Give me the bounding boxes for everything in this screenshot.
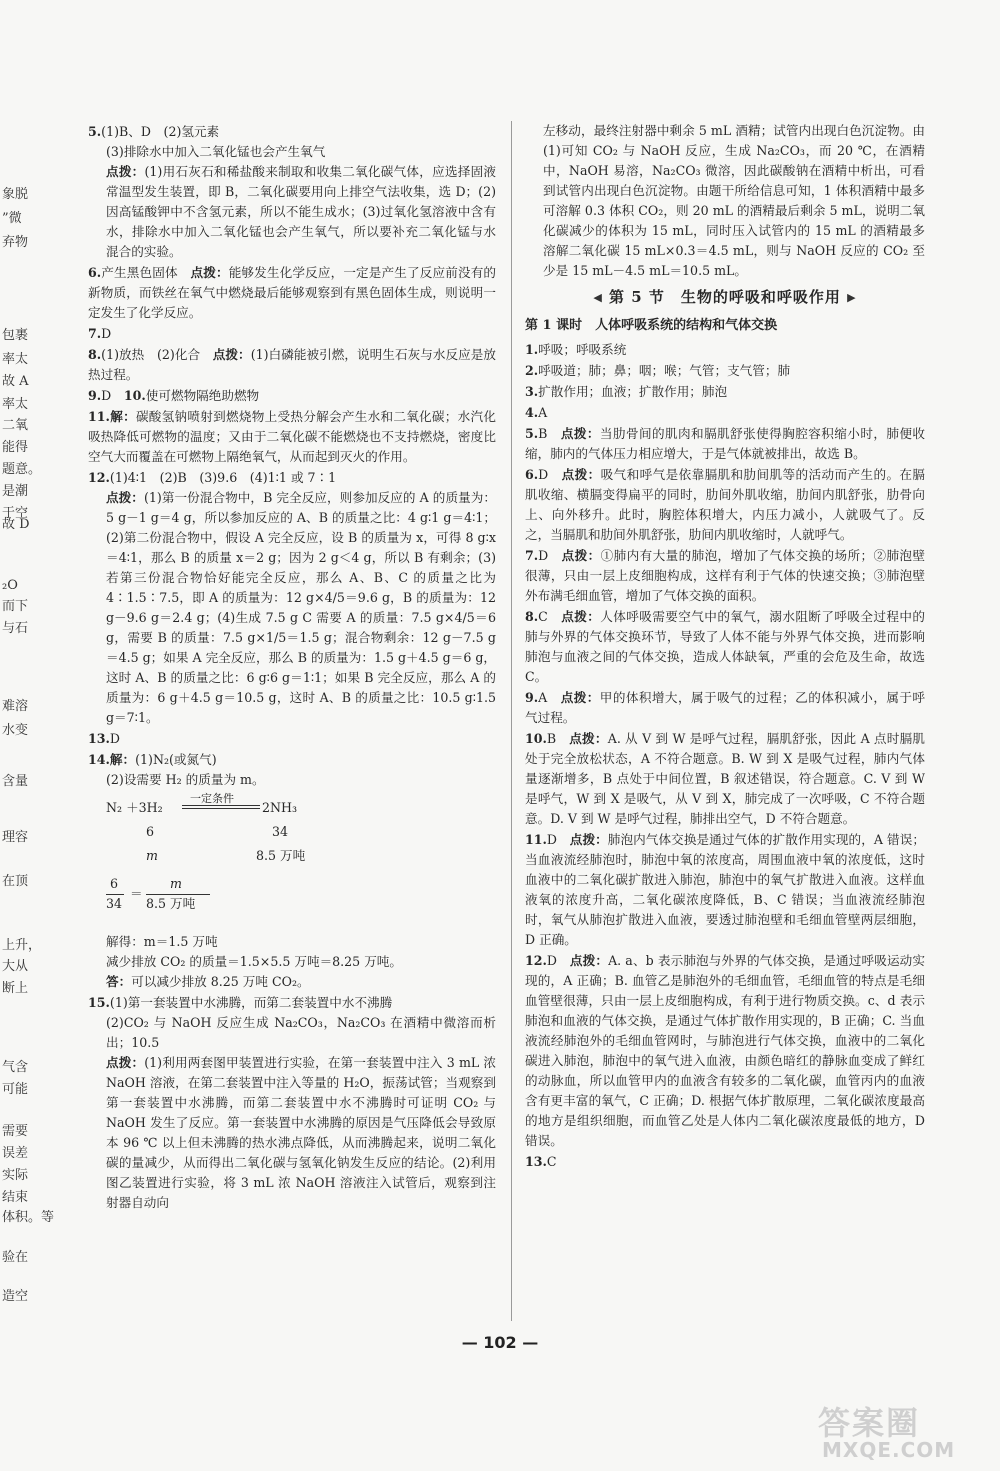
- answer-7: [88, 324, 496, 344]
- section-title-text: 第 5 节 生物的呼吸和呼吸作用: [609, 288, 841, 306]
- answer-15: [88, 993, 496, 1213]
- gutter-fragment: 率太: [2, 352, 29, 367]
- answer-r11: [525, 830, 925, 950]
- equation-ratio: 6: [146, 824, 155, 839]
- answer-text: (2)CO₂ 与 NaOH 反应生成 Na₂CO₃，Na₂CO₃ 在酒精中微溶而析出；10.5: [106, 1015, 496, 1050]
- tip-label: 点拨：: [190, 265, 229, 280]
- answer-number: 8.: [88, 347, 102, 362]
- answer-14: [88, 750, 496, 992]
- answer-number: 10.: [525, 731, 547, 746]
- gutter-fragment: 能得: [2, 440, 29, 455]
- answer-text: D: [109, 731, 121, 746]
- tip-body: 吸气和呼气是依靠膈肌和肋间肌等的活动而产生的。在膈肌收缩、横膈变得扁平的同时，肋间外肌收缩，肋间内肌舒张，肋骨向上、向外移升。此时，胸腔体积增大，内压力减小，人就吸气了。反之，当膈肌和肋间外肌舒张，肋间内肌收缩时，人就呼气。: [525, 467, 926, 542]
- equation-arrow: [182, 805, 260, 806]
- answer-number: 7.: [525, 548, 539, 563]
- answer-9-10: [88, 386, 496, 406]
- chemical-equation: [106, 790, 496, 890]
- solution-body: 碳酸氢钠喷射到燃烧物上受热分解会产生水和二氧化碳；水汽化吸热降低可燃物的温度；又由于二氧化碳不能燃烧也不支持燃烧，密度比空气大而覆盖在可燃物上隔绝氧气，从而起到灭火的作用。: [88, 409, 497, 464]
- answer-text: A: [538, 690, 561, 705]
- equals-sign: ＝: [130, 886, 143, 901]
- answer-number: 12.: [88, 470, 110, 485]
- section-title: [525, 287, 925, 308]
- answer-number: 13.: [525, 1154, 547, 1169]
- answer-text: D: [538, 548, 562, 563]
- solution-label: 解：: [109, 409, 136, 424]
- answer-number: 2.: [525, 363, 539, 378]
- gutter-fragment: 误差: [2, 1146, 29, 1161]
- answer-text: 呼吸道；肺；鼻；咽；喉；气管；支气管；肺: [538, 363, 791, 378]
- answer-12: [88, 468, 496, 728]
- tip-body: 甲的体积增大，属于吸气的过程；乙的体积减小，属于呼气过程。: [525, 690, 925, 725]
- answer-r6: [525, 465, 925, 545]
- equation-known: 8.5 万吨: [256, 848, 306, 863]
- tip-label: 点拨：: [560, 426, 600, 441]
- tip-label: 点拨：: [560, 690, 600, 705]
- answer-r10: [525, 729, 925, 829]
- answer-text: (1)B、D (2)氢元素: [101, 124, 220, 139]
- answer-number: 8.: [525, 609, 539, 624]
- answer-r7: [525, 546, 925, 606]
- solution-line: 减少排放 CO₂ 的质量＝1.5×5.5 万吨＝8.25 万吨。: [106, 954, 402, 969]
- answer-number: 14.: [88, 752, 110, 767]
- gutter-fragment: ₂O: [2, 578, 18, 593]
- fraction-numerator: 6: [110, 876, 119, 891]
- tip-label: 点拨：: [561, 467, 601, 482]
- answer-number: 12.: [525, 953, 547, 968]
- fraction-denominator: 34: [106, 896, 123, 911]
- answer-text: C: [546, 1154, 557, 1169]
- answer-r9: [525, 688, 925, 728]
- answer-text: C: [538, 609, 562, 624]
- tip-body: (1)白磷能被引燃，说明生石灰与水反应是放热过程。: [88, 347, 497, 382]
- tip-label: 点拨：: [212, 347, 251, 362]
- gutter-fragment: 大从: [2, 959, 29, 974]
- gutter-fragment: 故 A: [2, 374, 29, 389]
- tip-label: 点拨：: [561, 609, 601, 624]
- gutter-fragment: 实际: [2, 1168, 29, 1183]
- answer-text: D: [546, 953, 570, 968]
- gutter-fragment: 可能: [2, 1082, 29, 1097]
- answer-number: 4.: [525, 405, 539, 420]
- equation-reactants: N₂ ＋3H₂: [106, 800, 163, 815]
- column-divider: [511, 121, 512, 1321]
- answer-text: (1)放热 (2)化合: [101, 347, 213, 362]
- gutter-fragment: 而下: [2, 599, 29, 614]
- gutter-fragment: 题意。: [2, 462, 42, 477]
- answer-text: 扩散作用；血液；扩散作用；肺泡: [538, 384, 728, 399]
- answer-r4: [525, 403, 925, 423]
- answer-number: 13.: [88, 731, 110, 746]
- gutter-fragment: 故 D: [2, 517, 30, 532]
- gutter-fragment: 难溶: [2, 699, 29, 714]
- solution-line: 解得：m＝1.5 万吨: [106, 934, 218, 949]
- answer-11: [88, 407, 496, 467]
- answer-text: D: [546, 832, 570, 847]
- gutter-fragment: 断上: [2, 981, 29, 996]
- gutter-fragment: 与石: [2, 621, 29, 636]
- tip-label: 点拨：: [106, 164, 145, 179]
- right-triangle-icon: ▶: [847, 291, 857, 304]
- answer-text: B: [538, 426, 561, 441]
- answer-text: 使可燃物隔绝助燃物: [145, 388, 260, 403]
- left-column: [88, 122, 496, 1214]
- tip-label: 点拨：: [561, 548, 601, 563]
- tip-body: (1)利用两套图甲装置进行实验，在第一套装置中注入 3 mL 浓 NaOH 溶液，在第二套装置中注入等量的 H₂O，振荡试管；当观察到第一套装置中水沸腾，而第二套装置中水不沸腾时可证明 CO₂ 与 NaOH 发生了反应。第一套装置中水沸腾的原因是气压降低会导致原本 96 ℃ 以上但未沸腾的热水沸点降低，从而沸腾起来，说明二氧化碳的量减少，从而得出二氧化碳与氢氧化钠发生反应的结论。(2)利用图乙装置进行实验，将 3 mL 浓 NaOH 溶液注入试管后，观察到注射器自动向: [106, 1055, 497, 1210]
- continued-text: 左移动，最终注射器中剩余 5 mL 酒精；试管内出现白色沉淀物。由(1)可知 CO₂ 与 NaOH 反应，生成 Na₂CO₃，而 20 ℃，在酒精中，NaOH 易溶，Na₂CO₃ 微溶，因此碳酸钠在酒精中析出，可看到试管内出现白色沉淀物。由题干所给信息可知，1 体积酒精中最多可溶解 0.3 体积 CO₂，则 20 mL 的酒精最后剩余 5 mL，说明二氧化碳减少的体积为 15 mL，同时压入试管内的 15 mL 的酒精最多溶解二氧化碳 15 mL×0.3＝4.5 mL，则与 NaOH 反应的 CO₂ 至少是 15 mL－4.5 mL＝10.5 mL。: [543, 123, 925, 278]
- answer-text: 呼吸；呼吸系统: [538, 342, 627, 357]
- answer-r1: [525, 340, 925, 360]
- tip-body: (1)用石灰石和稀盐酸来制取和收集二氧化碳气体，应选择固液常温型发生装置，即 B，二氧化碳要用向上排空气法收集，选 D；(2)因高锰酸钾中不含氢元素，所以不能生成水；(3)过氧化氢溶液中含有水，排除水中加入二氧化锰也会产生氧气，所以要补充二氧化锰与水混合的实验。: [106, 164, 496, 259]
- answer-r12: [525, 951, 925, 1151]
- equation-ratio: 34: [272, 824, 289, 839]
- answer-text: D: [101, 326, 112, 341]
- left-gutter-fragments: [2, 0, 55, 1380]
- tip-label: 点拨：: [106, 1055, 145, 1070]
- equation-condition: 一定条件: [190, 792, 234, 805]
- watermark-logo: [808, 1398, 978, 1464]
- equation-arrow: [182, 808, 260, 809]
- answer-number: 7.: [88, 326, 102, 341]
- gutter-fragment: 上升，: [2, 938, 42, 953]
- tip-body: 能够发生化学反应，一定是产生了反应前没有的新物质，而铁丝在氧气中燃烧最后能够观察到有黑色固体生成，则说明一定发生了化学反应。: [88, 265, 497, 320]
- gutter-fragment: 造空: [2, 1289, 29, 1304]
- gutter-fragment: 水变: [2, 723, 29, 738]
- gutter-fragment: 结束: [2, 1190, 29, 1205]
- proportion: [106, 876, 496, 932]
- answer-number: 5.: [525, 426, 539, 441]
- answer-r8: [525, 607, 925, 687]
- gutter-fragment: 率太: [2, 397, 29, 412]
- answer-number: 15.: [88, 995, 110, 1010]
- equation-unknown: m: [146, 848, 158, 863]
- left-triangle-icon: ◀: [593, 291, 603, 304]
- answer-text: A: [538, 405, 548, 420]
- answer-label: 答：: [106, 974, 132, 989]
- gutter-fragment: 需要: [2, 1124, 29, 1139]
- tip-body: 当肋骨间的肌肉和膈肌舒张使得胸腔容积缩小时，肺便收缩，肺内的气体压力相应增大，于是气体就被排出，故选 B。: [525, 426, 925, 461]
- answer-number: 10.: [123, 388, 146, 403]
- tip-label: 点拨：: [569, 953, 609, 968]
- answer-text: 产生黑色固体: [101, 265, 191, 280]
- tip-label: 点拨：: [569, 731, 608, 746]
- answer-text: (1)第一套装置中水沸腾，而第二套装置中水不沸腾: [109, 995, 393, 1010]
- answer-number: 1.: [525, 342, 539, 357]
- gutter-fragment: 象脱: [2, 187, 29, 202]
- answer-number: 6.: [525, 467, 539, 482]
- gutter-fragment: 气含: [2, 1060, 29, 1075]
- answer-text: B: [546, 731, 570, 746]
- gutter-fragment: 在顶: [2, 874, 29, 889]
- tip-body: 肺泡内气体交换是通过气体的扩散作用实现的，A 错误；当血液流经肺泡时，肺泡中氧的浓度高，周围血液中氧的浓度低，这时血液中的二氧化碳扩散进入肺泡，肺泡中的氧气扩散进入血液。这样血液氧的浓度升高，二氧化碳浓度降低，B、C 错误；当血液流经肺泡时，氧气从肺泡扩散进入血液，要透过肺泡壁和毛细血管壁两层细胞，D 正确。: [525, 832, 925, 947]
- gutter-fragment: 体积。等: [2, 1210, 55, 1225]
- watermark-text: 答案圈: [818, 1404, 921, 1442]
- solution-label: 解：: [109, 752, 136, 767]
- tip-body: ①肺内有大量的肺泡，增加了气体交换的场所；②肺泡壁很薄，只由一层上皮细胞构成，这样有利于气体的快速交换；③肺泡壁外布满毛细血管，增加了气体交换的面积。: [525, 548, 926, 603]
- right-column: [525, 121, 925, 1173]
- gutter-fragment: 弃物: [2, 235, 29, 250]
- answer-number: 9.: [525, 690, 539, 705]
- tip-body: A. 从 V 到 W 是呼气过程，膈肌舒张，因此 A 点时膈肌处于完全放松状态，A 不符合题意。B. W 到 X 是吸气过程，肺内气体量逐渐增多，B 点处于中间位置，B 叙述错误，符合题意。C. V 到 W 是呼气，W 到 X 是吸气，从 V 到 X，肺完成了一次呼吸，C 不符合题意。D. V 到 W 是呼气过程，肺排出空气，D 不符合题意。: [525, 731, 925, 826]
- answer-text: (1)4∶1 (2)B (3)9.6 (4)1∶1 或 7∶1: [109, 470, 337, 485]
- watermark-url: MXQE.COM: [822, 1438, 956, 1462]
- lesson-title: 第 1 课时 人体呼吸系统的结构和气体交换: [525, 318, 778, 333]
- equation-products: 2NH₃: [262, 800, 298, 815]
- tip-body: A. a、b 表示肺泡与外界的气体交换，是通过呼吸运动实现的，A 正确；B. 血管乙是肺泡外的毛细血管，毛细血管的特点是毛细血管壁很薄，只由一层上皮细胞构成，有利于进行物质交换。c、d 表示肺泡和血液的气体交换，是通过气体扩散作用实现的，B 正确；C. 当血液流经肺泡外的毛细血管网时，与肺泡进行气体交换，血液中的二氧化碳进入肺泡，肺泡中的氧气进入血液，由颜色暗红的静脉血变成了鲜红的动脉血，所以血管甲内的血液含有较多的二氧化碳，血管丙内的血液含有更丰富的氧气，C 正确；D. 根据气体扩散原理，二氧化碳浓度最高的地方是组织细胞，而血管乙处是人体内二氧化碳浓度最低的地方，D 错误。: [525, 953, 925, 1148]
- answer-r2: [525, 361, 925, 381]
- gutter-fragment: 理容: [2, 830, 29, 845]
- gutter-fragment: 含量: [2, 774, 29, 789]
- answer-number: 9.: [88, 388, 102, 403]
- gutter-fragment: 是潮: [2, 484, 29, 499]
- answer-text: D: [101, 388, 124, 403]
- answer-8: [88, 345, 496, 385]
- tip-body: 人体呼吸需要空气中的氧气，溺水阻断了呼吸全过程中的肺与外界的气体交换环节，导致了人体不能与外界气体交换，进而影响肺泡与血液之间的气体交换，造成人体缺氧，严重的会危及生命，故选 C。: [525, 609, 926, 684]
- gutter-fragment: 于空: [2, 506, 29, 521]
- answer-5: [88, 122, 496, 262]
- answer-number: 11.: [88, 409, 110, 424]
- fraction-denominator: 8.5 万吨: [146, 896, 196, 911]
- gutter-fragment: ”微: [2, 211, 22, 226]
- tip-label: 点拨：: [569, 832, 608, 847]
- gutter-fragment: 二氧: [2, 418, 29, 433]
- gutter-fragment: 包裹: [2, 328, 29, 343]
- answer-number: 5.: [88, 124, 102, 139]
- answer-text: (3)排除水中加入二氧化锰也会产生氧气: [106, 144, 326, 159]
- answer-6: [88, 263, 496, 323]
- answer-text: 可以减少排放 8.25 万吨 CO₂。: [131, 974, 310, 989]
- answer-text: (2)设需要 H₂ 的质量为 m。: [106, 772, 265, 787]
- answer-r13: [525, 1152, 925, 1172]
- answer-number: 11.: [525, 832, 547, 847]
- answer-r5: [525, 424, 925, 464]
- answer-number: 3.: [525, 384, 539, 399]
- answer-text: D: [538, 467, 562, 482]
- answer-text: (1)N₂(或氮气): [135, 752, 217, 767]
- answer-r3: [525, 382, 925, 402]
- answer-number: 6.: [88, 265, 102, 280]
- gutter-fragment: 验在: [2, 1250, 29, 1265]
- fraction-numerator: m: [170, 876, 182, 891]
- tip-body: (1)第一份混合物中，B 完全反应，则参加反应的 A 的质量为：5 g－1 g＝4 g，所以参加反应的 A、B 的质量之比：4 g∶1 g＝4∶1；(2)第二份混合物中，假设 A 完全反应，设 B 的质量为 x，可得 8 g∶x＝4∶1，那么 B 的质量 x＝2 g；因为 2 g＜4 g，所以 B 有剩余；(3)若第三份混合物恰好能完全反应，那么 A、B、C 的质量之比为 4∶1.5∶7.5，即 A 的质量为：12 g×4/5＝9.6 g，B 的质量为：12 g－9.6 g＝2.4 g；(4)生成 7.5 g C 需要 A 的质量：7.5 g×4/5＝6 g，需要 B 的质量：7.5 g×1/5＝1.5 g；混合物剩余：12 g－7.5 g＝4.5 g；如果 A 完全反应，那么 B 的质量为：1.5 g＋4.5 g＝6 g，这时 A、B 的质量之比：6 g∶6 g＝1∶1；如果 B 完全反应，那么 A 的质量为：6 g＋4.5 g＝10.5 g，这时 A、B 的质量之比：10.5 g∶1.5 g＝7∶1。: [106, 490, 497, 725]
- tip-label: 点拨：: [106, 490, 144, 505]
- page-number: — 102 —: [461, 1333, 539, 1352]
- answer-13: [88, 729, 496, 749]
